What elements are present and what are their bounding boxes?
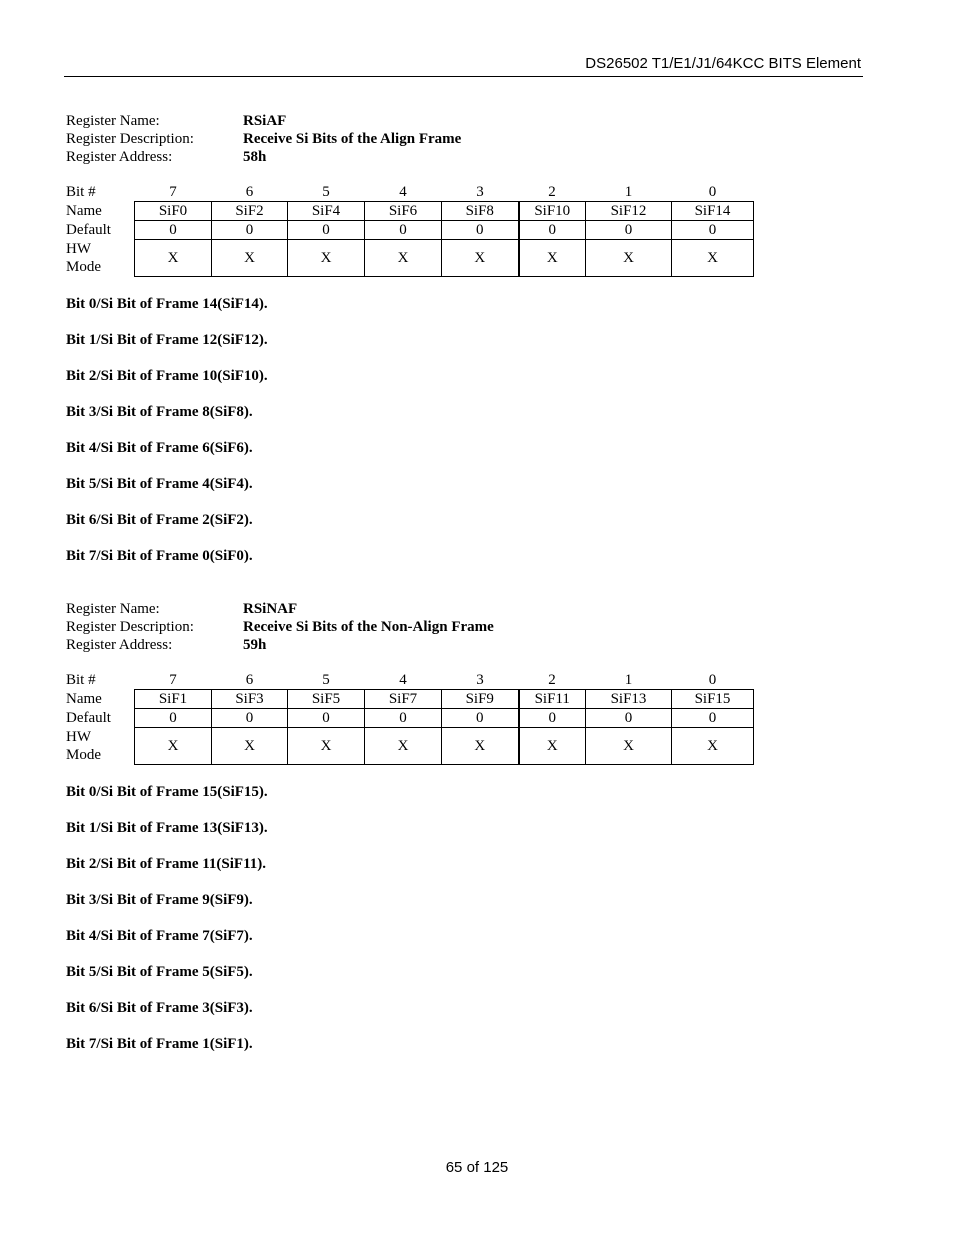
register-bit-table bbox=[66, 671, 766, 765]
bit-default-cell: 0 bbox=[672, 221, 754, 240]
register-section-rsiaf bbox=[66, 112, 766, 564]
register-description-value: Receive Si Bits of the Align Frame bbox=[243, 131, 462, 147]
bit-hw-mode-cell: X bbox=[212, 240, 288, 277]
bit-description: Bit 4/Si Bit of Frame 7(SiF7). bbox=[66, 928, 253, 944]
bit-description: Bit 5/Si Bit of Frame 4(SiF4). bbox=[66, 476, 253, 492]
register-info bbox=[66, 600, 766, 654]
bit-name-cell: SiF0 bbox=[135, 202, 212, 221]
bit-table bbox=[66, 183, 754, 277]
bit-hw-mode-cell: X bbox=[288, 240, 365, 277]
bit-default-cell: 0 bbox=[519, 221, 586, 240]
bit-hw-mode-cell: X bbox=[672, 240, 754, 277]
bit-number: 2 bbox=[548, 672, 556, 688]
bit-default-cell: 0 bbox=[672, 709, 754, 728]
bit-number: 7 bbox=[169, 184, 177, 200]
bit-hw-mode-cell: X bbox=[672, 728, 754, 765]
bit-name-cell: SiF4 bbox=[288, 202, 365, 221]
register-name-value: RSiAF bbox=[243, 113, 287, 129]
bit-name-cell: SiF5 bbox=[288, 690, 365, 709]
bit-number: 0 bbox=[708, 184, 717, 200]
hw-label-line1: HW bbox=[66, 729, 91, 745]
bit-number: 4 bbox=[399, 184, 407, 200]
bit-hw-mode-cell: X bbox=[135, 728, 212, 765]
bit-default-row bbox=[66, 221, 754, 240]
bit-description: Bit 7/Si Bit of Frame 1(SiF1). bbox=[66, 1036, 253, 1052]
bit-name-cell: SiF1 bbox=[135, 690, 212, 709]
bit-description: Bit 6/Si Bit of Frame 2(SiF2). bbox=[66, 512, 253, 528]
bit-description: Bit 0/Si Bit of Frame 15(SiF15). bbox=[66, 784, 268, 800]
bit-hw-mode-cell: X bbox=[288, 728, 365, 765]
bit-hw-mode-row bbox=[66, 728, 754, 765]
bit-name-row bbox=[66, 690, 754, 709]
bit-number: 7 bbox=[169, 672, 177, 688]
register-description-value: Receive Si Bits of the Non-Align Frame bbox=[243, 619, 494, 635]
bit-number: 2 bbox=[548, 184, 556, 200]
bit-description: Bit 5/Si Bit of Frame 5(SiF5). bbox=[66, 964, 253, 980]
bit-default-cell: 0 bbox=[586, 221, 672, 240]
bit-name-cell: SiF8 bbox=[442, 202, 519, 221]
bit-name-cell: SiF7 bbox=[365, 690, 442, 709]
register-address-label: Register Address: bbox=[66, 637, 173, 653]
bit-description: Bit 1/Si Bit of Frame 12(SiF12). bbox=[66, 332, 268, 348]
bit-name-cell: SiF10 bbox=[519, 202, 586, 221]
bit-number-label: Bit # bbox=[66, 672, 96, 689]
bit-number: 6 bbox=[245, 672, 254, 688]
bit-hw-mode-label bbox=[66, 728, 135, 765]
bit-name-label: Name bbox=[66, 202, 135, 221]
bit-number: 6 bbox=[245, 184, 254, 200]
bit-number-row bbox=[66, 671, 754, 690]
bit-hw-mode-cell: X bbox=[365, 728, 442, 765]
bit-default-cell: 0 bbox=[442, 709, 519, 728]
bit-description: Bit 2/Si Bit of Frame 10(SiF10). bbox=[66, 368, 268, 384]
bit-description: Bit 3/Si Bit of Frame 8(SiF8). bbox=[66, 404, 253, 420]
bit-name-cell: SiF11 bbox=[519, 690, 586, 709]
bit-hw-mode-label bbox=[66, 240, 135, 277]
bit-name-cell: SiF9 bbox=[442, 690, 519, 709]
bit-hw-mode-cell: X bbox=[586, 240, 672, 277]
bit-number: 5 bbox=[322, 184, 330, 200]
bit-number: 3 bbox=[476, 184, 484, 200]
bit-default-cell: 0 bbox=[135, 221, 212, 240]
bit-number-row bbox=[66, 183, 754, 202]
bit-default-cell: 0 bbox=[212, 221, 288, 240]
hw-label-line2: Mode bbox=[66, 259, 101, 275]
bit-default-cell: 0 bbox=[365, 709, 442, 728]
document-header-title: DS26502 T1/E1/J1/64KCC BITS Element bbox=[585, 55, 861, 72]
bit-number-label: Bit # bbox=[66, 184, 96, 201]
register-section-rsinaf bbox=[66, 600, 766, 1052]
bit-number: 5 bbox=[322, 672, 330, 688]
register-bit-table bbox=[66, 183, 766, 277]
bit-default-cell: 0 bbox=[212, 709, 288, 728]
bit-name-row bbox=[66, 202, 754, 221]
bit-name-cell: SiF14 bbox=[672, 202, 754, 221]
bit-hw-mode-cell: X bbox=[365, 240, 442, 277]
bit-description: Bit 1/Si Bit of Frame 13(SiF13). bbox=[66, 820, 268, 836]
bit-default-row bbox=[66, 709, 754, 728]
register-name-label: Register Name: bbox=[66, 601, 160, 617]
bit-number: 4 bbox=[399, 672, 407, 688]
bit-default-label: Default bbox=[66, 221, 135, 240]
bit-hw-mode-cell: X bbox=[519, 728, 586, 765]
bit-default-cell: 0 bbox=[586, 709, 672, 728]
bit-name-cell: SiF13 bbox=[586, 690, 672, 709]
bit-hw-mode-cell: X bbox=[135, 240, 212, 277]
bit-description: Bit 0/Si Bit of Frame 14(SiF14). bbox=[66, 296, 268, 312]
register-address-value: 59h bbox=[243, 637, 267, 653]
header-divider bbox=[64, 76, 863, 77]
bit-default-cell: 0 bbox=[519, 709, 586, 728]
page-number: 65 of 125 bbox=[445, 1159, 509, 1176]
register-address-label: Register Address: bbox=[66, 149, 173, 165]
bit-hw-mode-row bbox=[66, 240, 754, 277]
bit-default-cell: 0 bbox=[288, 221, 365, 240]
bit-name-cell: SiF15 bbox=[672, 690, 754, 709]
bit-name-cell: SiF3 bbox=[212, 690, 288, 709]
register-name-value: RSiNAF bbox=[243, 601, 298, 617]
bit-default-cell: 0 bbox=[442, 221, 519, 240]
bit-name-label: Name bbox=[66, 690, 135, 709]
bit-hw-mode-cell: X bbox=[442, 240, 519, 277]
bit-hw-mode-cell: X bbox=[519, 240, 586, 277]
bit-default-cell: 0 bbox=[365, 221, 442, 240]
bit-name-cell: SiF12 bbox=[586, 202, 672, 221]
bit-hw-mode-cell: X bbox=[442, 728, 519, 765]
bit-default-cell: 0 bbox=[135, 709, 212, 728]
bit-number: 1 bbox=[624, 184, 633, 200]
hw-label-line1: HW bbox=[66, 241, 91, 257]
hw-label-line2: Mode bbox=[66, 747, 101, 763]
bit-description: Bit 2/Si Bit of Frame 11(SiF11). bbox=[66, 856, 266, 872]
bit-description: Bit 4/Si Bit of Frame 6(SiF6). bbox=[66, 440, 253, 456]
bit-name-cell: SiF2 bbox=[212, 202, 288, 221]
register-name-label: Register Name: bbox=[66, 113, 160, 129]
bit-description: Bit 3/Si Bit of Frame 9(SiF9). bbox=[66, 892, 253, 908]
bit-number: 3 bbox=[476, 672, 484, 688]
bit-description: Bit 6/Si Bit of Frame 3(SiF3). bbox=[66, 1000, 253, 1016]
register-info bbox=[66, 112, 766, 166]
bit-description: Bit 7/Si Bit of Frame 0(SiF0). bbox=[66, 548, 253, 564]
register-description-label: Register Description: bbox=[66, 131, 194, 147]
bit-name-cell: SiF6 bbox=[365, 202, 442, 221]
bit-table bbox=[66, 671, 754, 765]
register-address-value: 58h bbox=[243, 149, 267, 165]
register-description-label: Register Description: bbox=[66, 619, 194, 635]
bit-number: 1 bbox=[624, 672, 633, 688]
bit-number: 0 bbox=[708, 672, 717, 688]
bit-default-cell: 0 bbox=[288, 709, 365, 728]
bit-default-label: Default bbox=[66, 709, 135, 728]
bit-hw-mode-cell: X bbox=[586, 728, 672, 765]
bit-hw-mode-cell: X bbox=[212, 728, 288, 765]
